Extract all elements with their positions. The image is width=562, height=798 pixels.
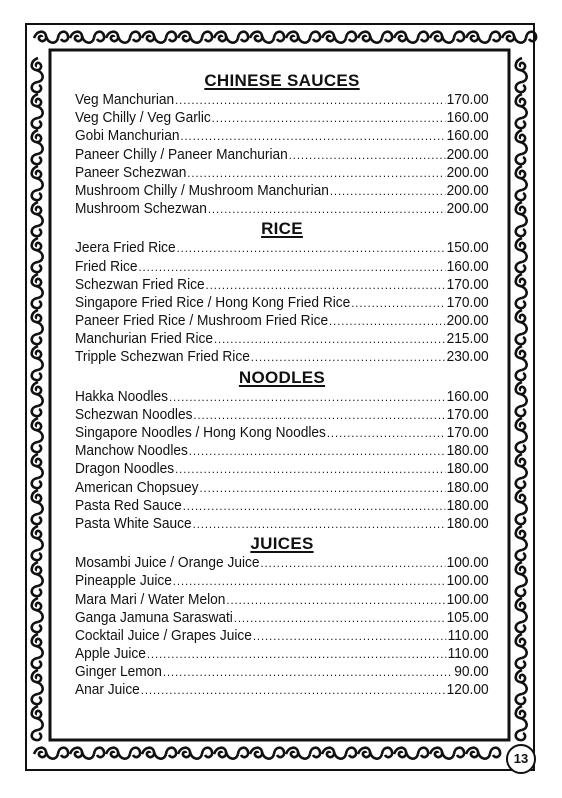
section-noodles — [75, 388, 489, 534]
item-price: 100.00 — [446, 573, 489, 590]
menu-item — [75, 109, 489, 127]
menu-item — [75, 554, 489, 572]
dot-leader — [260, 554, 445, 572]
item-name: Pasta Red Sauce — [75, 497, 182, 514]
menu-item — [75, 200, 489, 218]
menu-item — [75, 479, 489, 497]
item-price: 160.00 — [446, 110, 489, 127]
item-name: Fried Rice — [75, 258, 138, 275]
menu-item — [75, 424, 489, 442]
dot-leader — [141, 681, 446, 699]
item-name: Schezwan Fried Rice — [75, 276, 205, 293]
item-name: Paneer Chilly / Paneer Manchurian — [75, 146, 288, 163]
menu-item — [75, 164, 489, 182]
menu-item — [75, 239, 489, 257]
item-price: 110.00 — [447, 627, 489, 644]
item-name: Hakka Noodles — [75, 388, 169, 405]
menu-item — [75, 146, 489, 164]
item-name: Pineapple Juice — [75, 573, 172, 590]
page-number: 13 — [506, 744, 536, 774]
menu-item — [75, 515, 489, 533]
item-price: 200.00 — [446, 146, 489, 163]
dot-leader — [208, 200, 446, 218]
item-price: 200.00 — [446, 313, 489, 330]
dot-leader — [212, 109, 446, 127]
dot-leader — [193, 515, 446, 533]
menu-item — [75, 276, 489, 294]
item-name: Tripple Schezwan Fried Rice — [75, 349, 250, 366]
section-rice — [75, 239, 489, 366]
menu-item — [75, 645, 489, 663]
menu-item — [75, 497, 489, 515]
item-name: Mosambi Juice / Orange Juice — [75, 555, 260, 572]
section-juices — [75, 554, 489, 700]
dot-leader — [183, 497, 446, 515]
section-title-noodles: NOODLES — [238, 367, 326, 387]
item-name: Anar Juice — [75, 682, 140, 699]
menu-item — [75, 663, 489, 681]
menu-item — [75, 312, 489, 330]
menu-item — [75, 388, 489, 406]
item-name: Paneer Schezwan — [75, 164, 187, 181]
item-name: Mara Mari / Water Melon — [75, 591, 226, 608]
menu-item — [75, 127, 489, 145]
section-title-juices: JUICES — [250, 534, 314, 554]
item-price: 180.00 — [446, 515, 489, 532]
item-name: Gobi Manchurian — [75, 128, 180, 145]
dot-leader — [163, 663, 453, 681]
item-name: Veg Manchurian — [75, 92, 175, 108]
dot-leader — [169, 388, 446, 406]
dot-leader — [289, 146, 446, 164]
dot-leader — [234, 609, 446, 627]
section-chinese-sauces — [75, 91, 489, 218]
dot-leader — [177, 239, 446, 257]
menu-item — [75, 591, 489, 609]
item-name: Jeera Fried Rice — [75, 240, 176, 257]
menu-item — [75, 348, 489, 366]
item-price: 180.00 — [446, 497, 489, 514]
item-price: 170.00 — [446, 425, 489, 441]
dot-leader — [187, 164, 445, 182]
item-name: Apple Juice — [75, 646, 146, 663]
item-price: 160.00 — [446, 258, 489, 275]
item-price: 160.00 — [446, 388, 489, 405]
item-name: Pasta White Sauce — [75, 515, 192, 532]
item-price: 170.00 — [446, 406, 489, 423]
dot-leader — [253, 627, 447, 645]
item-name: Dragon Noodles — [75, 461, 175, 478]
dot-leader — [193, 406, 445, 424]
item-price: 215.00 — [446, 331, 489, 348]
dot-leader — [180, 127, 445, 145]
menu-item — [75, 406, 489, 424]
menu-item — [75, 330, 489, 348]
item-name: Paneer Fried Rice / Mushroom Fried Rice — [75, 313, 329, 330]
item-name: Cocktail Juice / Grapes Juice — [75, 627, 252, 644]
item-price: 110.00 — [447, 646, 489, 663]
menu-item — [75, 460, 489, 478]
menu-item — [75, 627, 489, 645]
item-price: 180.00 — [446, 461, 489, 478]
item-price: 160.00 — [446, 128, 489, 145]
item-price: 230.00 — [446, 349, 489, 366]
item-price: 170.00 — [446, 92, 489, 108]
item-name: Singapore Fried Rice / Hong Kong Fried Rice — [75, 294, 351, 311]
dot-leader — [330, 182, 446, 200]
menu-item — [75, 294, 489, 312]
item-name: Veg Chilly / Veg Garlic — [75, 110, 211, 127]
item-name: Schezwan Noodles — [75, 406, 193, 423]
dot-leader — [173, 572, 446, 590]
menu-item — [75, 609, 489, 627]
item-price: 100.00 — [446, 555, 489, 572]
dot-leader — [175, 460, 446, 478]
item-price: 200.00 — [446, 164, 489, 181]
item-price: 200.00 — [446, 182, 489, 199]
dot-leader — [214, 330, 446, 348]
item-name: Ganga Jamuna Saraswati — [75, 609, 233, 626]
menu-item — [75, 182, 489, 200]
item-name: Ginger Lemon — [75, 664, 162, 681]
dot-leader — [251, 348, 446, 366]
dot-leader — [199, 479, 445, 497]
dot-leader — [226, 591, 445, 609]
dot-leader — [327, 424, 446, 442]
dot-leader — [189, 442, 446, 460]
menu-item — [75, 91, 489, 109]
dot-leader — [175, 91, 446, 109]
item-price: 150.00 — [446, 240, 489, 257]
item-name: American Chopsuey — [75, 479, 199, 496]
item-price: 180.00 — [446, 443, 489, 460]
section-title-rice: RICE — [261, 219, 303, 239]
menu-item — [75, 572, 489, 590]
item-price: 120.00 — [446, 682, 489, 699]
item-price: 200.00 — [446, 201, 489, 218]
menu-item — [75, 681, 489, 699]
dot-leader — [147, 645, 447, 663]
dot-leader — [351, 294, 445, 312]
item-name: Mushroom Chilly / Mushroom Manchurian — [75, 182, 329, 199]
item-price: 100.00 — [446, 591, 489, 608]
item-price: 90.00 — [454, 664, 489, 681]
item-price: 105.00 — [446, 609, 489, 626]
menu-item — [75, 442, 489, 460]
item-price: 170.00 — [446, 294, 489, 311]
item-name: Manchow Noodles — [75, 443, 188, 460]
item-price: 170.00 — [446, 276, 489, 293]
menu-item — [75, 258, 489, 276]
dot-leader — [329, 312, 446, 330]
dot-leader — [138, 258, 445, 276]
item-name: Manchurian Fried Rice — [75, 331, 214, 348]
item-price: 180.00 — [446, 479, 489, 496]
item-name: Mushroom Schezwan — [75, 201, 207, 218]
dot-leader — [206, 276, 446, 294]
section-title-chinese-sauces: CHINESE SAUCES — [204, 71, 360, 90]
item-name: Singapore Noodles / Hong Kong Noodles — [75, 425, 326, 441]
menu-content — [75, 70, 489, 700]
